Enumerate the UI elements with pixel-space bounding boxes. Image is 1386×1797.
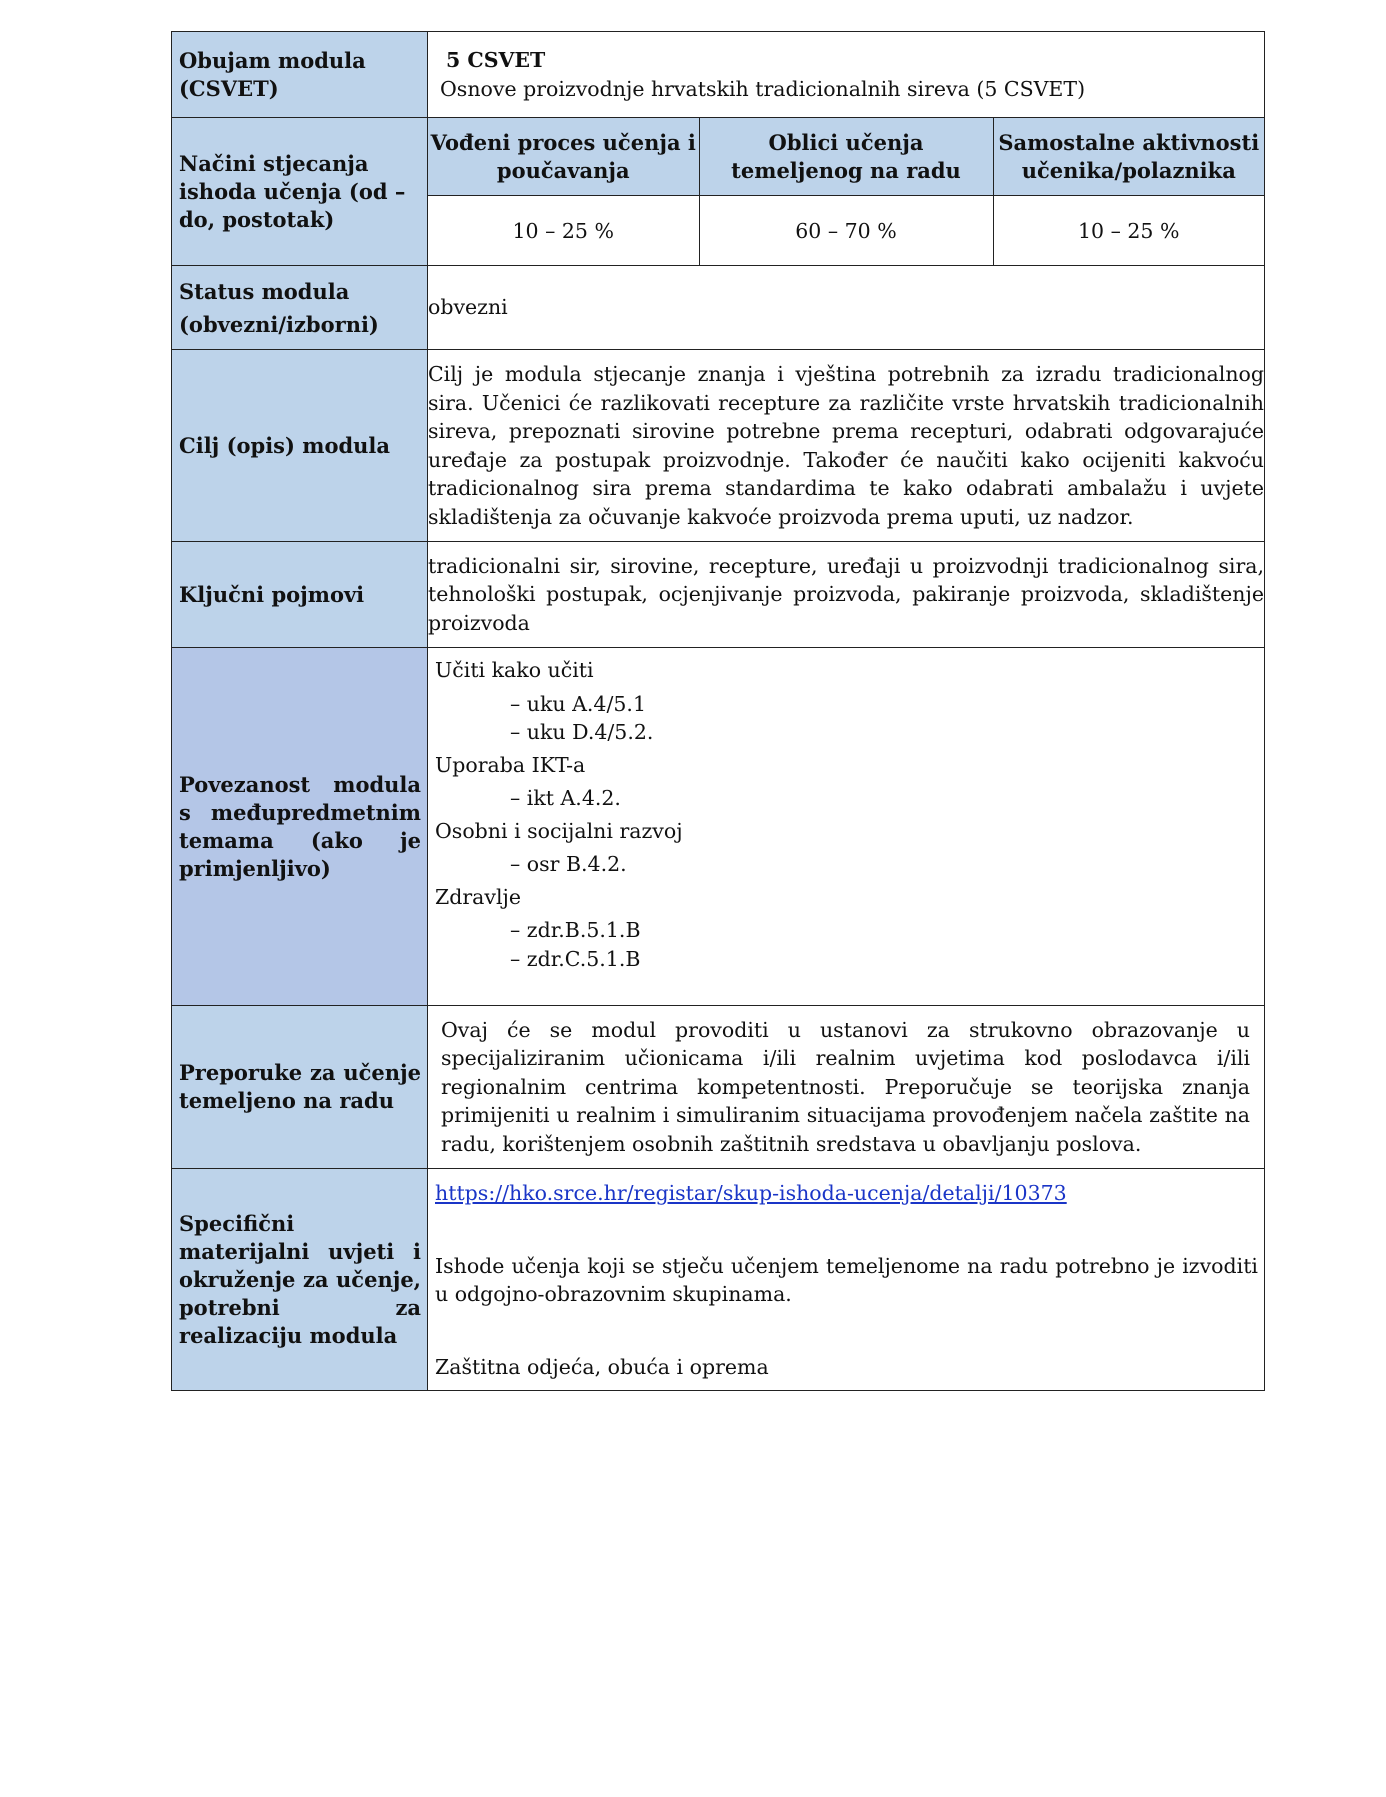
value-pojmovi: tradicionalni sir, sirovine, recepture, uređaji u proizvodnji tradicionalnog sira, tehnološki postupak, ocjenjivanje proizvoda, pakiranje proizvoda, skladištenje proizvoda [428,542,1265,648]
method-value-3: 10 – 25 % [1078,218,1180,243]
method-value-2: 60 – 70 % [699,196,993,266]
value-obujam [428,32,1265,118]
materijalni-text-2: Zaštitna odjeća, obuća i oprema [435,1354,769,1379]
topic-name: Učiti kako učiti [435,658,594,682]
topic-item: – zdr.B.5.1.B [510,918,641,942]
method-header-3: Samostalne aktivnosti učenika/polaznika [993,118,1264,196]
hko-register-link[interactable]: https://hko.srce.hr/registar/skup-ishoda-ucenja/detalji/10373 [435,1181,1067,1205]
materijalni-text-1: Ishode učenja koji se stječu učenjem temeljenome na radu potrebno je izvoditi u odgojno-obrazovnim skupinama. [435,1253,1258,1306]
methods-subtable [428,118,1264,265]
label-status: Status modula (obvezni/izborni) [172,266,428,350]
label-materijalni: Specifični materijalni uvjeti i okruženje za učenje, potrebni za realizaciju modula [172,1169,428,1391]
row-status [172,266,1265,350]
topic-name: Zdravlje [435,884,522,909]
label-obujam: Obujam modula (CSVET) [172,32,428,118]
label-cilj: Cilj (opis) modula [172,350,428,542]
label-nacini: Načini stjecanja ishoda učenja (od – do, postotak) [172,118,428,266]
row-obujam [172,32,1265,118]
row-nacini [172,118,1265,266]
topic-item: – ikt A.4.2. [510,786,621,810]
credits-text: 5 CSVET [446,48,546,72]
topic-item: – uku D.4/5.2. [510,720,654,744]
row-povezanost [172,648,1265,1006]
module-table [171,31,1265,1391]
row-pojmovi [172,542,1265,648]
method-header-2: Oblici učenja temeljenog na radu [699,118,993,196]
module-title: Osnove proizvodnje hrvatskih tradicionalnih sireva (5 CSVET) [440,76,1086,101]
value-cilj: Cilj je modula stjecanje znanja i vještina potrebnih za izradu tradicionalnog sira. Učenici će razlikovati recepture za različite vrste hrvatskih tradicionalnih sireva, prepoznati sirovine potrebne prema recepturi, odabrati odgovarajuće uređaje za postupak proizvodnje. Također će naučiti kako ocijeniti kakvoću tradicionalnog sira prema standardima te kako odabrati ambalažu i uvjete skladištenja za očuvanje kakvoće proizvoda prema uputi, uz nadzor. [428,350,1265,542]
value-preporuke: Ovaj će se modul provoditi u ustanovi za strukovno obrazovanje u specijaliziranim učionicama i/ili realnim uvjetima kod poslodavca i/ili regionalnim centrima kompetentnosti. Preporučuje se teorijska znanja primijeniti u realnim i simuliranim situacijama provođenjem načela zaštite na radu, korištenjem osobnih zaštitnih sredstava u obavljanju poslova. [428,1006,1265,1169]
label-preporuke: Preporuke za učenje temeljeno na radu [172,1006,428,1169]
topic-name: Uporaba IKT-a [435,752,586,777]
label-pojmovi: Ključni pojmovi [172,542,428,648]
row-preporuke [172,1006,1265,1169]
value-nacini [428,118,1265,266]
topic-item: – osr B.4.2. [510,852,627,876]
method-header-1: Vođeni proces učenja i poučavanja [428,118,699,196]
value-materijalni [428,1169,1265,1391]
label-povezanost: Povezanost modula s međupredmetnim temama (ako je primjenljivo) [172,648,428,1006]
topic-item: – uku A.4/5.1 [510,691,646,716]
topic-name: Osobni i socijalni razvoj [435,818,683,843]
topic-item: – zdr.C.5.1.B [510,946,641,971]
row-materijalni [172,1169,1265,1391]
value-povezanost [428,648,1265,1006]
value-status: obvezni [428,266,1265,350]
method-value-1: 10 – 25 % [512,218,614,243]
row-cilj [172,350,1265,542]
